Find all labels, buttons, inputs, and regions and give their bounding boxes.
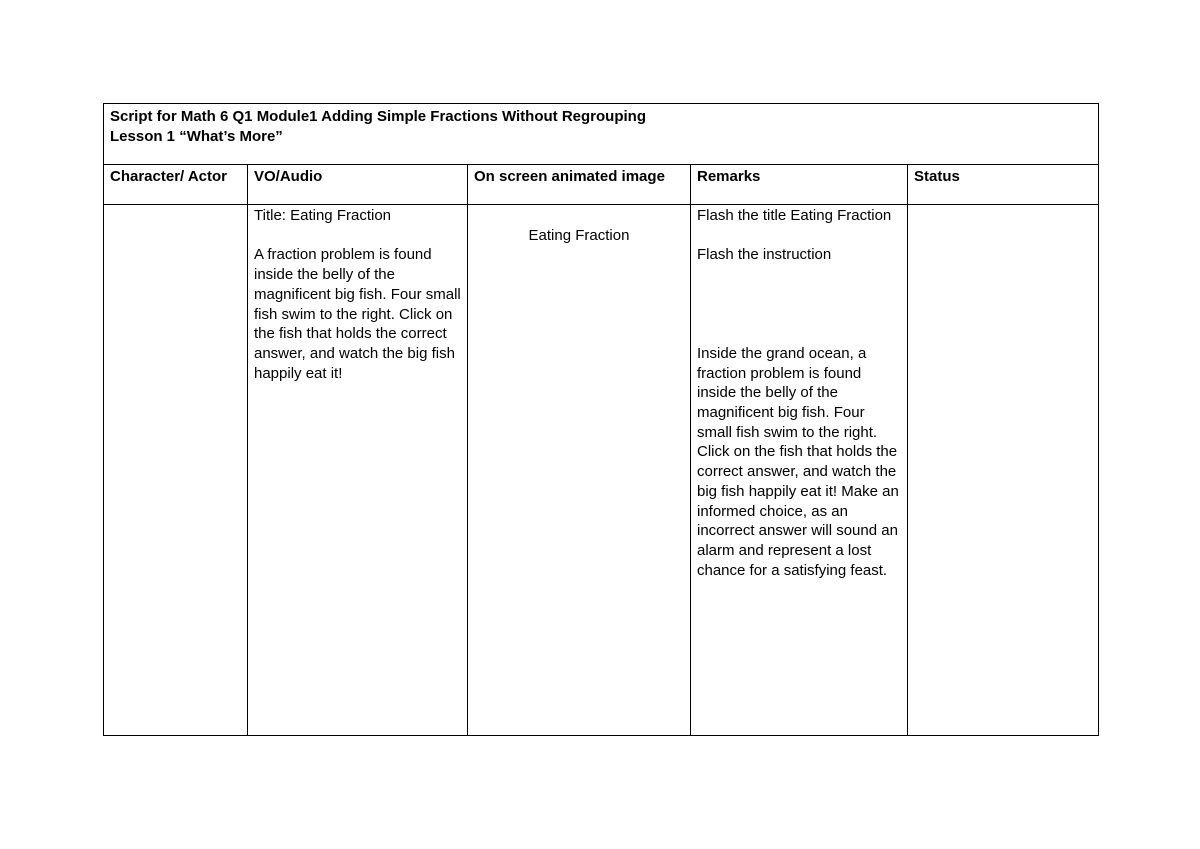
header-character: Character/ Actor: [104, 165, 248, 205]
remarks-flash-instruction: Flash the instruction: [697, 246, 832, 264]
script-table: [103, 103, 1099, 736]
cell-character: [104, 205, 248, 736]
lesson-title: Lesson 1 “What’s More”: [110, 127, 283, 145]
title-row: [104, 104, 1099, 165]
header-on-screen-image: On screen animated image: [468, 165, 691, 205]
document-title-cell: [104, 104, 1099, 165]
header-remarks: Remarks: [691, 165, 908, 205]
cell-status: [908, 205, 1099, 736]
image-label: Eating Fraction: [528, 226, 630, 244]
audio-title: Title: Eating Fraction: [254, 207, 391, 224]
remarks-title-instruction: Flash the title Eating Fraction: [697, 207, 892, 224]
header-vo-audio: VO/Audio: [248, 165, 468, 205]
cell-on-screen-image: [468, 205, 691, 736]
cell-remarks: [691, 205, 908, 736]
document-title: Script for Math 6 Q1 Module1 Adding Simple Fractions Without Regrouping: [110, 108, 646, 125]
cell-vo-audio: [248, 205, 468, 736]
audio-body: A fraction problem is found inside the belly of the magnificent big fish. Four small fish swim to the right. Click on the fish that holds the correct answer, and watch the big fish happily eat it!: [254, 246, 461, 382]
remarks-narration: Inside the grand ocean, a fraction problem is found inside the belly of the magnificent big fish. Four small fish swim to the right. Click on the fish that holds the correct answer, and watch the big fish happily eat it! Make an informed choice, as an incorrect answer will sound an alarm and represent a lost chance for a satisfying feast.: [697, 344, 899, 579]
header-status: Status: [908, 165, 1099, 205]
table-row: [104, 205, 1099, 736]
header-row: [104, 165, 1099, 205]
